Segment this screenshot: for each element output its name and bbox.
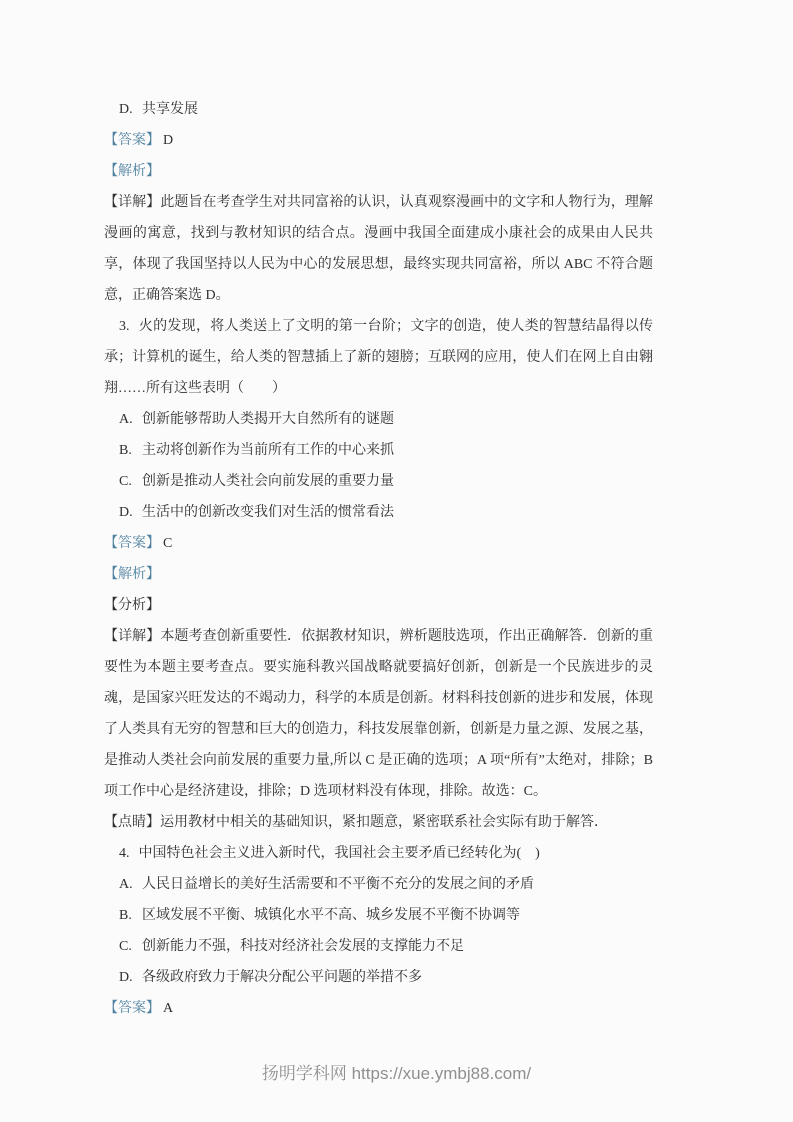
q4-answer-row [104, 993, 653, 1024]
answer-value: A [163, 1001, 174, 1016]
q3-answer-row [104, 528, 653, 559]
q3-stem [104, 311, 653, 404]
q2-analysis-row [104, 156, 653, 187]
q3-option-b [104, 435, 653, 466]
option-letter: D. [119, 505, 133, 520]
q3-fenxi-row [104, 590, 653, 621]
exam-answer-document [104, 94, 653, 1024]
option-letter: B. [119, 443, 132, 458]
option-text: 创新是推动人类社会向前发展的重要力量 [142, 474, 394, 489]
q4-option-a [104, 869, 653, 900]
option-letter: B. [119, 908, 132, 923]
q4-stem [104, 838, 653, 869]
question-number: 3. [119, 319, 130, 334]
q4-option-c [104, 931, 653, 962]
answer-value: C [163, 536, 173, 551]
q3-tip-paragraph: 【点睛】运用教材中相关的基础知识，紧扣题意，紧密联系社会实际有助于解答． [104, 815, 608, 830]
option-text: 共享发展 [142, 102, 198, 117]
q2-option-d [104, 94, 653, 125]
option-letter: D. [119, 102, 133, 117]
option-letter: D. [119, 970, 133, 985]
fenxi-label: 【分析】 [104, 598, 160, 613]
footer-watermark: 扬明学科网 https://xue.ymbj88.com/ [261, 1064, 532, 1083]
answer-label: 【答案】 [104, 1001, 160, 1016]
q3-option-a [104, 404, 653, 435]
q3-option-d [104, 497, 653, 528]
option-letter: C. [119, 474, 132, 489]
answer-label: 【答案】 [104, 133, 160, 148]
option-letter: C. [119, 939, 132, 954]
q3-detail-paragraph: 【详解】本题考查创新重要性．依据教材知识，辨析题肢选项，作出正确解答．创新的重要性为本题主要考查点。要实施科教兴国战略就要搞好创新，创新是一个民族进步的灵魂，是国家兴旺发达的不竭动力，科学的本质是创新。材料科技创新的进步和发展，体现了人类具有无穷的智慧和巨大的创造力，科技发展靠创新，创新是力量之源、发展之基，是推动人类社会向前发展的重要力量,所以 C 是正确的选项；A 项“所有”太绝对，排除；B 项工作中心是经济建设，排除；D 选项材料没有体现，排除。故选：C。 [104, 629, 653, 799]
q3-analysis-row [104, 559, 653, 590]
analysis-label: 【解析】 [104, 567, 160, 582]
q2-answer-row [104, 125, 653, 156]
option-letter: A. [119, 877, 133, 892]
analysis-label: 【解析】 [104, 164, 160, 179]
q4-option-b [104, 900, 653, 931]
answer-value: D [163, 133, 174, 148]
option-text: 创新能够帮助人类揭开大自然所有的谜题 [142, 412, 394, 427]
q4-option-d [104, 962, 653, 993]
question-number: 4. [119, 846, 130, 861]
option-text: 人民日益增长的美好生活需要和不平衡不充分的发展之间的矛盾 [142, 877, 534, 892]
option-text: 各级政府致力于解决分配公平问题的举措不多 [142, 970, 422, 985]
option-text: 区域发展不平衡、城镇化水平不高、城乡发展不平衡不协调等 [142, 908, 520, 923]
q2-detail-paragraph: 【详解】此题旨在考查学生对共同富裕的认识，认真观察漫画中的文字和人物行为，理解漫画的寓意，找到与教材知识的结合点。漫画中我国全面建成小康社会的成果由人民共享，体现了我国坚持以人民为中心的发展思想，最终实现共同富裕，所以 ABC 不符合题意，正确答案选 D。 [104, 195, 653, 303]
answer-label: 【答案】 [104, 536, 160, 551]
option-text: 主动将创新作为当前所有工作的中心来抓 [142, 443, 394, 458]
option-text: 生活中的创新改变我们对生活的惯常看法 [142, 505, 394, 520]
option-text: 创新能力不强，科技对经济社会发展的支撑能力不足 [142, 939, 464, 954]
question-text: 中国特色社会主义进入新时代，我国社会主要矛盾已经转化为( ) [138, 846, 540, 861]
q3-option-c [104, 466, 653, 497]
question-text: 火的发现，将人类送上了文明的第一台阶；文字的创造，使人类的智慧结晶得以传承；计算机的诞生，给人类的智慧插上了新的翅膀；互联网的应用，使人们在网上自由翱翔……所有这些表明（ ） [104, 319, 653, 396]
option-letter: A. [119, 412, 133, 427]
